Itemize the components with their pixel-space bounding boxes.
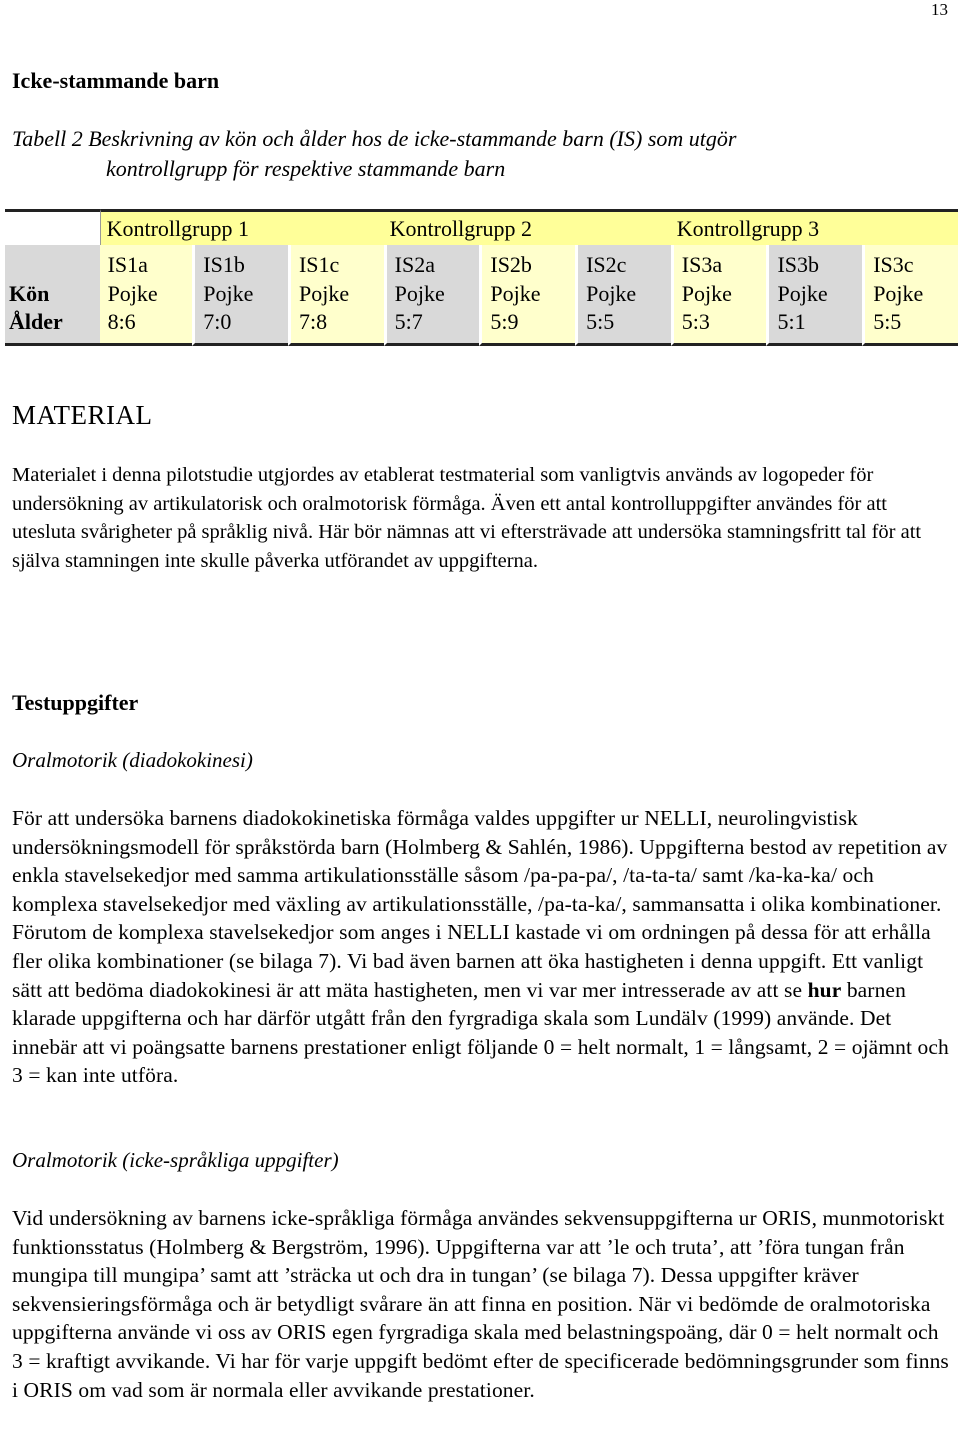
material-paragraph: Materialet i denna pilotstudie utgjordes av etablerat testmaterial som vanligtvis används av logopeder för undersökning av artikulatorisk och oralmotorisk förmåga. Även ett antal kontrolluppgifter användes för att utesluta svårigheter på språklig nivå. Här bör nämnas att vi eftersträvade att undersöka stamningsfritt tal för att själva stamningen inte skulle påverka utförandet av uppgifterna.: [12, 464, 922, 572]
column-id: IS1c: [298, 252, 340, 277]
diadokokinesi-bold-word: hur: [807, 977, 842, 1002]
column-gender: Pojke: [490, 280, 541, 306]
group-header-1: Kontrollgrupp 1: [100, 209, 384, 245]
row-label-age: Ålder: [9, 309, 63, 334]
group-header-row: [5, 209, 958, 245]
column-is1a: [100, 245, 193, 346]
column-is2b: [479, 245, 575, 346]
column-age: 7:8: [298, 309, 328, 334]
column-id: IS2c: [586, 252, 627, 277]
icke-sprakliga-paragraph: Vid undersökning av barnens icke-språkliga förmåga användes sekvensuppgifterna ur ORIS, munmotoriskt funktionsstatus (Holmberg & Bergström, 1996). Uppgifterna var att ’le och truta’, att ’föra tungan från mungipa till mungipa’ samt att ’sträcka ut och dra in tungan’ (se bilaga 7). Dessa uppgifter kräver sekvensieringsförmåga och är betydligt svårare än att finna en position. När vi bedömde de oralmotoriska uppgifterna använde vi oss av ORIS egen fyrgradiga skala med belastningspoäng, där 0 = helt normalt och 3 = kraftigt avvikande. Vi har för varje uppgift bedömt efter de specificerade bedömningsgrunder som finns i ORIS om vad som är normala eller avvikande prestationer.: [12, 1206, 949, 1402]
diadokokinesi-text-after: barnen klarade uppgifterna och har därför utgått från den fyrgradiga skala som Lundälv (1999) använde. Det innebär att vi poängsatte barnens prestationer enligt följande 0 = helt normalt, 1 = långsamt, 2 = ojämnt och 3 = kan inte utföra.: [12, 977, 949, 1088]
group-header-2: Kontrollgrupp 2: [384, 209, 671, 245]
column-is1b: [192, 245, 288, 346]
column-id: IS1b: [203, 252, 245, 277]
column-is3b: [766, 245, 862, 346]
column-id: IS3c: [873, 252, 914, 277]
column-age: 5:1: [777, 309, 806, 334]
column-age: 5:5: [586, 309, 615, 334]
column-gender: Pojke: [681, 280, 732, 306]
data-row: [5, 245, 958, 346]
column-age: 8:6: [107, 309, 136, 334]
column-age: 5:5: [873, 309, 902, 334]
column-age: 5:7: [394, 309, 423, 334]
column-gender: Pojke: [203, 280, 254, 306]
column-is2a: [384, 245, 480, 346]
column-is2c: [575, 245, 671, 346]
column-age: 5:3: [681, 309, 710, 334]
subheading-diadokokinesi: Oralmotorik (diadokokinesi): [12, 748, 253, 772]
row-label-gender: Kön: [9, 280, 50, 306]
group-header-3: Kontrollgrupp 3: [671, 209, 958, 245]
diadokokinesi-paragraph: [12, 804, 952, 1090]
control-group-table: [5, 209, 958, 346]
testuppgifter-heading: Testuppgifter: [12, 690, 139, 715]
material-heading: MATERIAL: [12, 400, 153, 430]
column-is3c: [862, 245, 958, 346]
column-id: IS1a: [107, 252, 148, 277]
table-caption-line1: Tabell 2 Beskrivning av kön och ålder hos de icke-stammande barn (IS) som utgör: [12, 126, 737, 151]
column-is3a: [671, 245, 767, 346]
column-gender: Pojke: [777, 280, 828, 306]
empty-corner-cell: [5, 209, 100, 245]
column-id: IS2b: [490, 252, 532, 277]
column-gender: Pojke: [873, 280, 924, 306]
page-number: 13: [931, 0, 948, 19]
table-caption-line2: kontrollgrupp för respektive stammande barn: [106, 156, 506, 181]
diadokokinesi-text-before: För att undersöka barnens diadokokinetiska förmåga valdes uppgifter ur NELLI, neurolingvistisk undersökningsmodell för språkstörda barn (Holmberg & Sahlén, 1986). Uppgifterna bestod av repetition av enkla stavelsekedjor med samma artikulationsställe såsom /pa-pa-pa/, /ta-ta-ta/ samt /ka-ka-ka/ och komplexa stavelsekedjor med växling av artikulationsställe, /pa-ta-ka/, sammansatta i olika kombinationer. Förutom de komplexa stavelsekedjor som anges i NELLI kastade vi om ordningen på dessa för att erhålla fler olika kombinationer (se bilaga 7). Vi bad även barnen att öka hastigheten i denna uppgift. Ett vanligt sätt att bedöma diadokokinesi är att mäta hastigheten, men vi var mer intresserade av att se: [12, 806, 948, 1002]
column-id: IS2a: [394, 252, 435, 277]
column-age: 5:9: [490, 309, 519, 334]
column-id: IS3b: [777, 252, 820, 277]
column-age: 7:0: [203, 309, 232, 334]
column-id: IS3a: [681, 252, 723, 277]
column-gender: Pojke: [586, 280, 637, 306]
subheading-icke-sprakliga: Oralmotorik (icke-språkliga uppgifter): [12, 1148, 339, 1172]
column-gender: Pojke: [107, 280, 158, 306]
row-labels: [5, 245, 100, 346]
column-gender: Pojke: [298, 280, 350, 306]
table-caption: [12, 124, 736, 184]
column-is1c: [288, 245, 384, 346]
section-heading-icke-stammande: Icke-stammande barn: [12, 68, 220, 93]
column-gender: Pojke: [394, 280, 445, 306]
